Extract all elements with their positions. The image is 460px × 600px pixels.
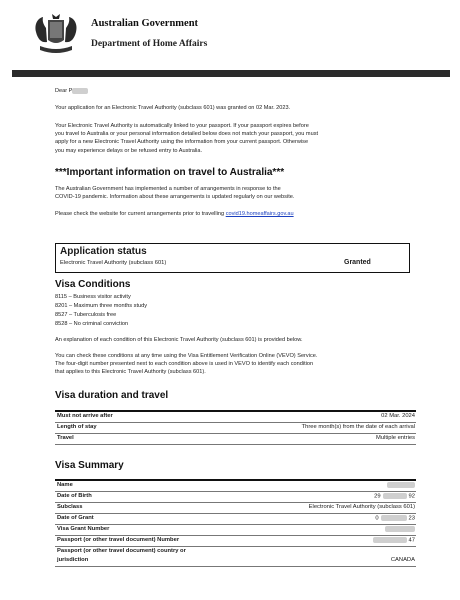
table-divider (55, 479, 416, 481)
status-value: Granted (344, 259, 371, 266)
important-heading: ***Important information on travel to Australia*** (55, 167, 285, 178)
summary-row-label: Name (57, 482, 73, 488)
linked-paragraph (55, 122, 318, 155)
duration-row-label: Travel (57, 435, 74, 441)
visa-conditions-title: Visa Conditions (55, 279, 131, 290)
duration-row-label: Must not arrive after (57, 413, 113, 419)
condition-item: 8527 – Tuberculosis free (55, 312, 117, 318)
summary-row-value (375, 515, 415, 522)
value-fragment: 47 (408, 537, 415, 544)
department-name: Department of Home Affairs (91, 39, 208, 49)
redacted-value (373, 537, 407, 543)
row-divider (55, 524, 416, 525)
paragraph-line: you travel to Australia or your personal information detailed below does not match your passport, you must (55, 131, 319, 138)
granted-sentence: Your application for an Electronic Travel Authority (subclass 601) was granted on 02 Mar. 2023. (55, 105, 291, 111)
government-name: Australian Government (91, 18, 199, 29)
conditions-explanation: An explanation of each condition of this Electronic Travel Authority (subclass 601) is provided below. (55, 337, 303, 343)
summary-row-label: Subclass (57, 504, 83, 510)
value-fragment: 0 (375, 515, 379, 522)
value-fragment: 23 (408, 515, 415, 522)
vevo-paragraph (55, 352, 317, 377)
greeting (55, 87, 88, 95)
summary-row-value (387, 482, 415, 489)
check-website-text: Please check the website for current arrangements prior to travelling (55, 211, 226, 217)
redacted-name (72, 88, 88, 94)
summary-row-value (385, 526, 415, 533)
paragraph-line: The four-digit number presented next to each condition above is used in VEVO to identify each condition (55, 361, 314, 368)
row-divider (55, 491, 416, 492)
header-divider (12, 70, 450, 77)
duration-row-label: Length of stay (57, 424, 97, 430)
application-status-title: Application status (60, 246, 147, 257)
condition-item: 8115 – Business visitor activity (55, 294, 131, 300)
duration-row-value: Multiple entries (376, 435, 415, 441)
redacted-value (383, 493, 407, 499)
row-divider (55, 513, 416, 514)
eta-subclass: Electronic Travel Authority (subclass 601) (60, 260, 167, 266)
redacted-value (381, 515, 407, 521)
row-divider (55, 502, 416, 503)
row-divider (55, 566, 416, 567)
row-divider (55, 546, 416, 547)
value-fragment: 92 (408, 493, 415, 500)
paragraph-line: apply for a new Electronic Travel Authority using the information from your current passport. Otherwise (55, 139, 309, 146)
paragraph-line: Your Electronic Travel Authority is automatically linked to your passport. If your passport expires before (55, 123, 309, 129)
summary-row-label: Visa Grant Number (57, 526, 110, 532)
visa-summary-title: Visa Summary (55, 460, 124, 471)
covid-paragraph (55, 185, 294, 201)
summary-row-value (373, 537, 415, 544)
row-divider (55, 433, 416, 434)
covid-website-link[interactable]: covid19.homeaffairs.gov.au (225, 211, 294, 217)
row-divider (55, 422, 416, 423)
summary-row-label: Date of Birth (57, 493, 92, 499)
summary-row-label: Passport (or other travel document) country or (57, 548, 186, 554)
summary-row-label: Passport (or other travel document) Number (57, 537, 180, 543)
summary-row-value: CANADA (390, 557, 415, 563)
summary-row-value: Electronic Travel Authority (subclass 601) (308, 504, 415, 510)
condition-item: 8201 – Maximum three months study (55, 303, 148, 309)
check-website-sentence (55, 210, 294, 218)
duration-title: Visa duration and travel (55, 390, 169, 401)
paragraph-line: COVID-19 pandemic. Information about these arrangements is updated regularly on our website. (55, 194, 295, 201)
redacted-value (385, 526, 415, 532)
paragraph-line: The Australian Government has implemented a number of arrangements in response to the (55, 186, 281, 192)
application-status-box (55, 243, 410, 273)
row-divider (55, 444, 416, 445)
paragraph-line: You can check these conditions at any time using the Visa Entitlement Verification Online (VEVO) Service. (55, 353, 318, 359)
paragraph-line: that applies to this Electronic Travel Authority (subclass 601). (55, 369, 206, 376)
paragraph-line: you may experience delays or be refused entry to Australia. (55, 147, 203, 154)
greeting-text: Dear P (55, 88, 73, 94)
row-divider (55, 535, 416, 536)
summary-row-label-continued: jurisdiction (57, 557, 89, 563)
coat-of-arms-icon (32, 12, 80, 56)
summary-row-label: Date of Grant (57, 515, 94, 521)
table-divider (55, 410, 416, 412)
value-fragment: 29 (374, 493, 381, 500)
summary-row-value (374, 493, 415, 500)
duration-row-value: 02 Mar. 2024 (381, 413, 415, 419)
condition-item: 8528 – No criminal conviction (55, 321, 129, 327)
duration-row-value: Three month(s) from the date of each arrival (301, 424, 415, 430)
redacted-value (387, 482, 415, 488)
